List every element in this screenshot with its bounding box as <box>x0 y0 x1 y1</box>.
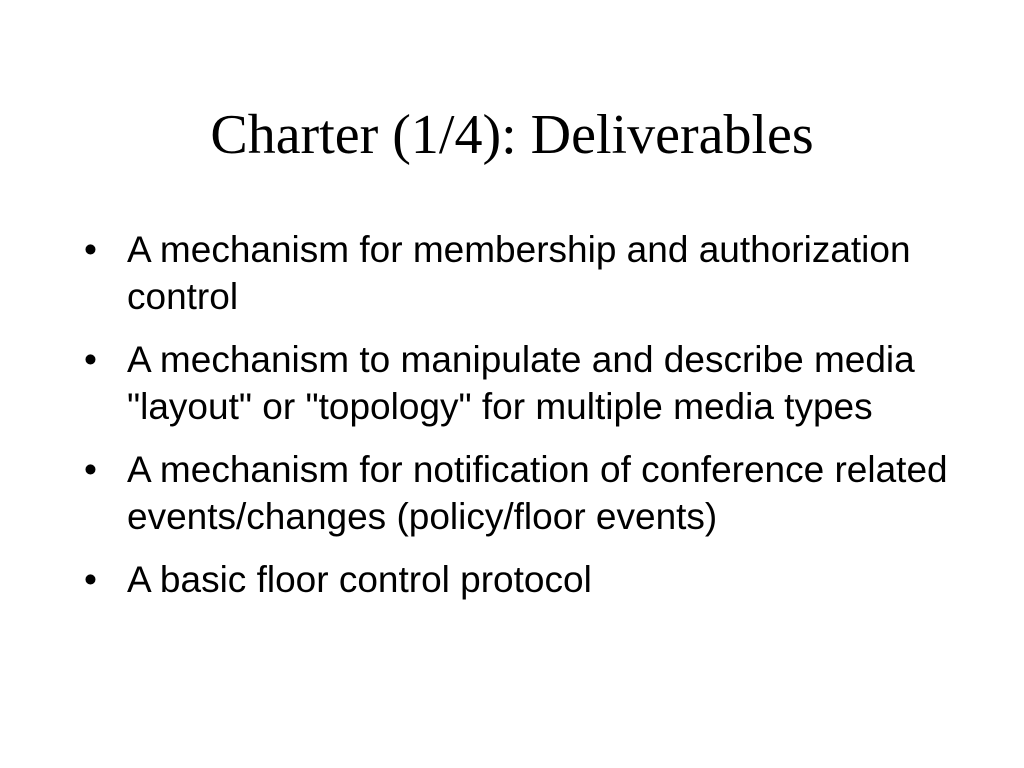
bullet-marker: • <box>84 449 97 490</box>
bullet-list <box>84 226 964 619</box>
bullet-text: A mechanism to manipulate and describe media "layout" or "topology" for multiple media types <box>127 339 915 427</box>
bullet-text: A basic floor control protocol <box>127 559 592 600</box>
list-item <box>84 336 964 430</box>
list-item <box>84 446 964 540</box>
bullet-marker: • <box>84 559 97 600</box>
bullet-marker: • <box>84 339 97 380</box>
bullet-text: A mechanism for notification of conference related events/changes (policy/floor events) <box>127 449 948 537</box>
bullet-marker: • <box>84 229 97 270</box>
list-item <box>84 226 964 320</box>
list-item <box>84 556 964 603</box>
slide-title: Charter (1/4): Deliverables <box>210 104 814 166</box>
bullet-text: A mechanism for membership and authorization control <box>127 229 911 317</box>
